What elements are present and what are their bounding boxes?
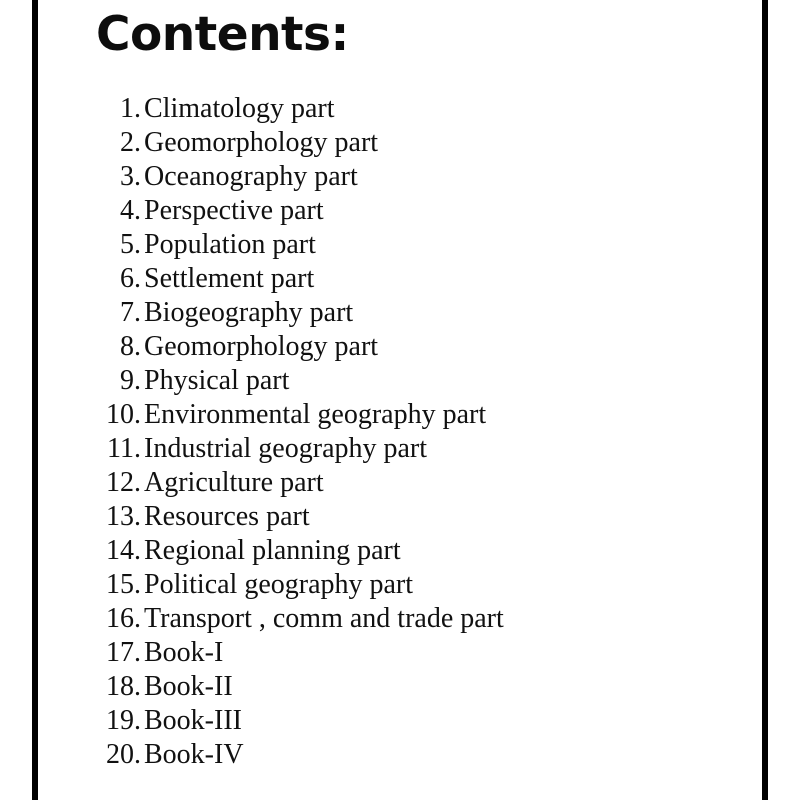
contents-item[interactable] [96, 92, 736, 126]
contents-item[interactable] [96, 364, 736, 398]
contents-item-label: Book-II [144, 671, 233, 702]
contents-item-number: 15. [106, 569, 141, 600]
contents-item-number: 11. [107, 433, 141, 464]
right-page-rule [762, 0, 768, 800]
contents-item-number: 8. [120, 331, 141, 362]
contents-item[interactable] [96, 602, 736, 636]
contents-item[interactable] [96, 330, 736, 364]
contents-item[interactable] [96, 194, 736, 228]
contents-list [96, 92, 736, 772]
contents-item-number: 7. [120, 297, 141, 328]
contents-item-number: 2. [120, 127, 141, 158]
contents-item[interactable] [96, 160, 736, 194]
contents-item-label: Perspective part [144, 195, 324, 226]
contents-item[interactable] [96, 262, 736, 296]
contents-item-label: Oceanography part [144, 161, 358, 192]
contents-item-label: Environmental geography part [144, 399, 487, 430]
contents-item-label: Book-III [144, 705, 242, 736]
contents-item-number: 6. [120, 263, 141, 294]
contents-item-number: 1. [120, 93, 141, 124]
contents-item-number: 9. [120, 365, 141, 396]
contents-item-number: 4. [120, 195, 141, 226]
contents-item-label: Settlement part [144, 263, 315, 294]
contents-item-label: Book-IV [144, 739, 244, 770]
contents-item[interactable] [96, 636, 736, 670]
contents-item-number: 12. [106, 467, 141, 498]
contents-item-label: Physical part [144, 365, 290, 396]
contents-item[interactable] [96, 296, 736, 330]
left-page-rule [32, 0, 38, 800]
contents-item[interactable] [96, 228, 736, 262]
contents-item[interactable] [96, 398, 736, 432]
contents-item[interactable] [96, 534, 736, 568]
contents-item-label: Geomorphology part [144, 331, 379, 362]
contents-item-label: Book-I [144, 637, 224, 668]
contents-item-label: Resources part [144, 501, 310, 532]
contents-item-label: Agriculture part [144, 467, 324, 498]
contents-item-number: 19. [106, 705, 141, 736]
contents-item-label: Biogeography part [144, 297, 354, 328]
contents-item[interactable] [96, 670, 736, 704]
contents-item-number: 14. [106, 535, 141, 566]
contents-item-label: Geomorphology part [144, 127, 379, 158]
contents-item-number: 18. [106, 671, 141, 702]
contents-item[interactable] [96, 126, 736, 160]
contents-item-number: 13. [106, 501, 141, 532]
page-title: Contents: [96, 7, 349, 62]
contents-item[interactable] [96, 738, 736, 772]
contents-item-number: 3. [120, 161, 141, 192]
contents-item-label: Population part [144, 229, 316, 260]
contents-item-label: Political geography part [144, 569, 414, 600]
contents-item-label: Industrial geography part [144, 433, 428, 464]
contents-item-number: 20. [106, 739, 141, 770]
contents-item[interactable] [96, 704, 736, 738]
contents-item-number: 5. [120, 229, 141, 260]
contents-item[interactable] [96, 568, 736, 602]
contents-item-number: 16. [106, 603, 141, 634]
contents-item-label: Regional planning part [144, 535, 401, 566]
contents-item[interactable] [96, 466, 736, 500]
contents-item-number: 10. [106, 399, 141, 430]
contents-item-label: Transport , comm and trade part [144, 603, 504, 634]
contents-item[interactable] [96, 500, 736, 534]
contents-item-number: 17. [106, 637, 141, 668]
contents-item[interactable] [96, 432, 736, 466]
contents-item-label: Climatology part [144, 93, 335, 124]
